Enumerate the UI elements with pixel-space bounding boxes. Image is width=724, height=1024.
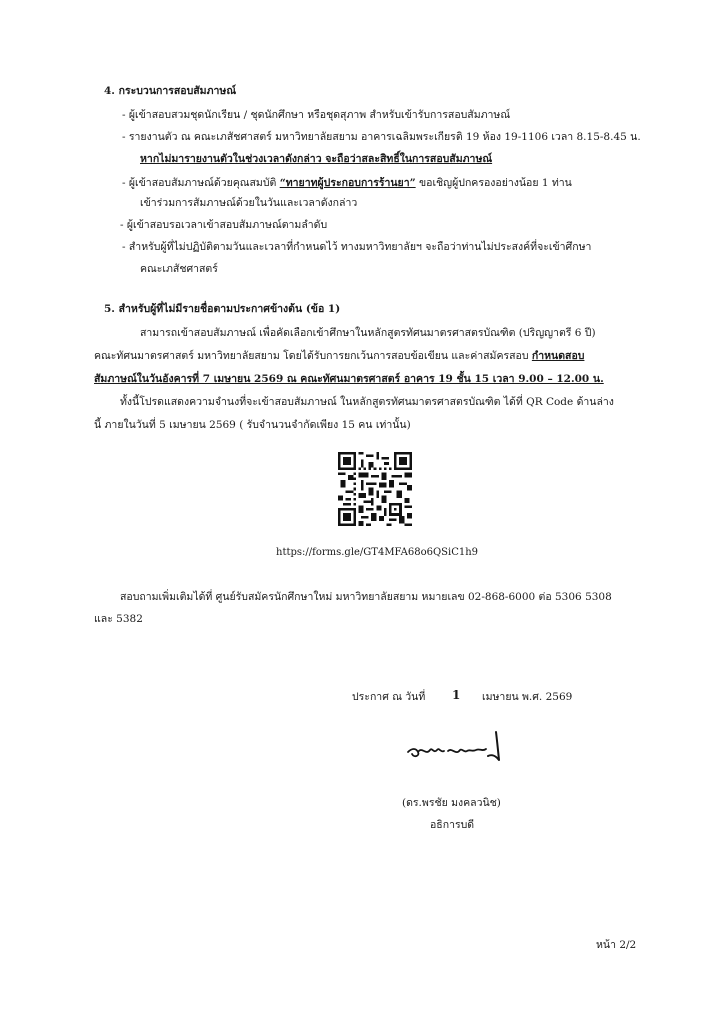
section-5-schedule-start: กำหนดสอบ xyxy=(531,350,585,362)
signer-title: อธิการบดี xyxy=(430,819,475,831)
section-5-paragraph-line-2-text: คณะทัศนมาตรศาสตร์ มหาวิทยาลัยสยาม โดยได้รับการยกเว้นการสอบข้อเขียน และค่าสมัครสอบ xyxy=(94,350,532,362)
section-4-bullet-2-warning: หากไม่มารายงานตัวในช่วงเวลาดังกล่าว จะถือว่าสละสิทธิ์ในการสอบสัมภาษณ์ xyxy=(140,153,493,165)
section-4-bullet-5: - สำหรับผู้ที่ไม่ปฏิบัติตามวันและเวลาที่กำหนดไว้ ทางมหาวิทยาลัยฯ จะถือว่าท่านไม่ประสงค์ที่จะเข้าศึกษา xyxy=(122,241,592,253)
signer-name: (ดร.พรชัย มงคลวนิช) xyxy=(402,797,501,809)
section-5-paragraph-line-2 xyxy=(94,349,584,363)
contact-line-1: สอบถามเพิ่มเติมได้ที่ ศูนย์รับสมัครนักศึกษาใหม่ มหาวิทยาลัยสยาม หมายเลข 02-868-6000 ต่อ 5306 5308 xyxy=(120,591,612,603)
qr-form-link[interactable]: https://forms.gle/GT4MFA68o6QSiC1h9 xyxy=(276,547,479,558)
section-4-bullet-3 xyxy=(122,176,572,190)
page-number: หน้า 2/2 xyxy=(596,939,637,951)
section-4-bullet-3-emphasis: “ทายาทผู้ประกอบการร้านยา” xyxy=(279,177,416,189)
section-4-bullet-1: - ผู้เข้าสอบสวมชุดนักเรียน / ชุดนักศึกษา หรือชุดสุภาพ สำหรับเข้ารับการสอบสัมภาษณ์ xyxy=(122,109,511,121)
contact-line-2: และ 5382 xyxy=(94,613,143,625)
signature-image xyxy=(404,730,514,770)
section-5-paragraph-line-5: นี้ ภายในวันที่ 5 เมษายน 2569 ( รับจำนวนจำกัดเพียง 15 คน เท่านั้น) xyxy=(94,419,411,431)
section-5-heading: 5. สำหรับผู้ที่ไม่มีรายชื่อตามประกาศข้างต้น (ข้อ 1) xyxy=(104,303,341,315)
section-4-bullet-5-cont: คณะเภสัชศาสตร์ xyxy=(140,263,218,275)
section-4-heading: 4. กระบวนการสอบสัมภาษณ์ xyxy=(104,85,237,97)
announce-day: 1 xyxy=(452,688,461,702)
announce-month-year: เมษายน พ.ศ. 2569 xyxy=(482,691,573,703)
section-5-paragraph-line-1: สามารถเข้าสอบสัมภาษณ์ เพื่อคัดเลือกเข้าศึกษาในหลักสูตรทัศนมาตรศาสตรบัณฑิต (ปริญญาตรี 6 ปี) xyxy=(140,327,596,339)
section-4-bullet-3-text: - ผู้เข้าสอบสัมภาษณ์ด้วยคุณสมบัติ xyxy=(122,177,280,189)
announce-label: ประกาศ ณ วันที่ xyxy=(352,691,426,703)
section-4-bullet-4: - ผู้เข้าสอบรอเวลาเข้าสอบสัมภาษณ์ตามลำดับ xyxy=(120,219,328,231)
section-4-bullet-2: - รายงานตัว ณ คณะเภสัชศาสตร์ มหาวิทยาลัยสยาม อาคารเฉลิมพระเกียรติ 19 ห้อง 19-1106 เวลา 8.15-8.45 น. xyxy=(122,131,641,143)
section-4-bullet-3-tail: ขอเชิญผู้ปกครองอย่างน้อย 1 ท่าน xyxy=(415,177,572,189)
qr-code-image[interactable] xyxy=(338,452,412,526)
section-5-schedule: สัมภาษณ์ในวันอังคารที่ 7 เมษายน 2569 ณ คณะทัศนมาตรศาสตร์ อาคาร 19 ชั้น 15 เวลา 9.00 – 12.00 น. xyxy=(94,373,604,385)
section-5-paragraph-line-4: ทั้งนี้โปรดแสดงความจำนงที่จะเข้าสอบสัมภาษณ์ ในหลักสูตรทัศนมาตรศาสตรบัณฑิต ได้ที่ QR Code ด้านล่าง xyxy=(120,396,614,408)
section-4-bullet-3-cont: เข้าร่วมการสัมภาษณ์ด้วยในวันและเวลาดังกล่าว xyxy=(140,197,358,209)
